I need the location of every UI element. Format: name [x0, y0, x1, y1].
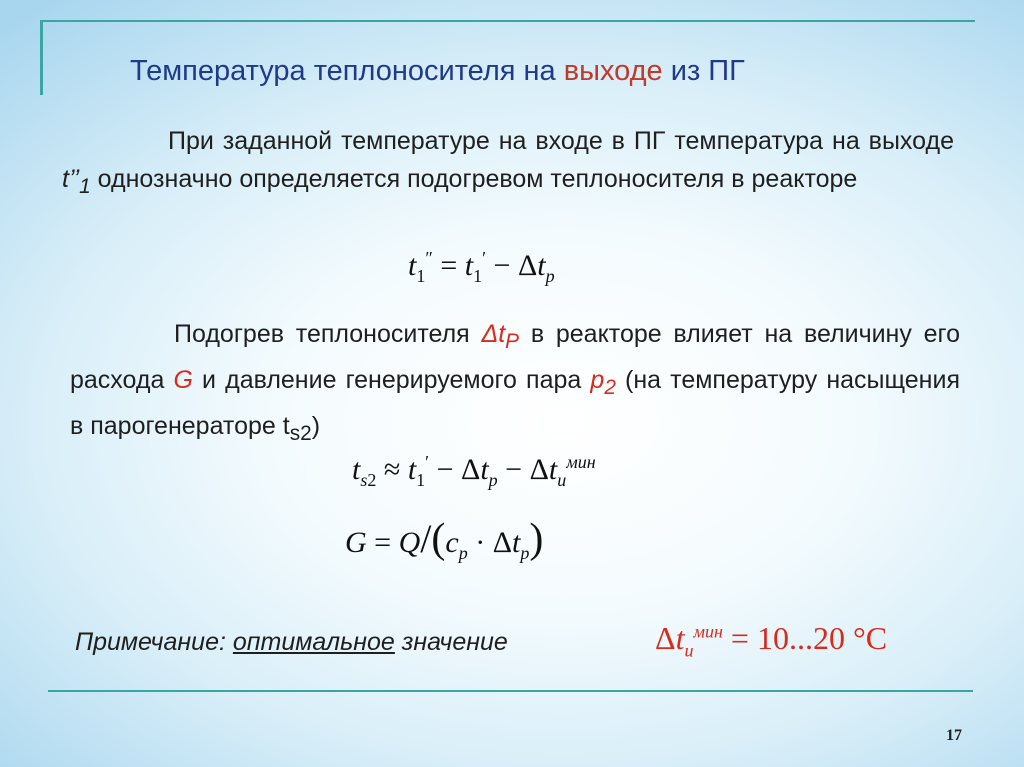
- ts2-sub: s2: [289, 422, 312, 445]
- para2-t1: Подогрев теплоносителя: [174, 320, 482, 348]
- para2-t4: (на температуру насыщения в парогенераторе t: [70, 366, 960, 440]
- para1-var-sub: 1: [79, 175, 91, 198]
- frame-left-line: [40, 20, 43, 95]
- para2-t5: ): [311, 412, 321, 440]
- delta-tp-var: $\Delta t_P$: [481, 320, 520, 353]
- note-label: Примечание:: [75, 628, 233, 656]
- paragraph-1: [62, 122, 954, 206]
- formula-2: $t_{s2} \approx t_1' - \Delta t_p - \Delta t_u^{мин}$: [352, 452, 596, 490]
- para1-var: t’’: [62, 165, 80, 193]
- formula-1: $t_1'' = t_1' - \Delta t_p$: [408, 248, 555, 286]
- formula-3: $G = Q/(c_p \cdot \Delta t_p)$: [345, 516, 544, 563]
- bottom-rule: [48, 690, 973, 692]
- p2-var: $p_2$: [590, 366, 616, 399]
- frame-top-line: [40, 20, 975, 22]
- para1-text: При заданной температуре на входе в ПГ температура на выходе: [168, 127, 954, 155]
- page-number: 17: [946, 727, 962, 744]
- paragraph-2: [70, 315, 960, 453]
- note-formula: $\Delta t_u^{мин} = 10...20$ °C: [655, 620, 888, 661]
- para1-text2: однозначно определяется подогревом теплоносителя в реакторе: [90, 165, 858, 193]
- note-rest: значение: [394, 628, 508, 656]
- title-part1: Температура теплоносителя на: [130, 55, 564, 87]
- title-part2: из ПГ: [662, 55, 745, 87]
- g-var: G: [173, 366, 193, 394]
- title-highlight: выходе: [563, 55, 663, 87]
- para2-t3: и давление генерируемого пара: [192, 366, 591, 394]
- note-underlined: оптимальное: [232, 628, 395, 656]
- slide-title: [130, 55, 745, 88]
- para2-t2: в реакторе влияет на величину его расхода: [70, 320, 960, 394]
- note: [75, 628, 508, 657]
